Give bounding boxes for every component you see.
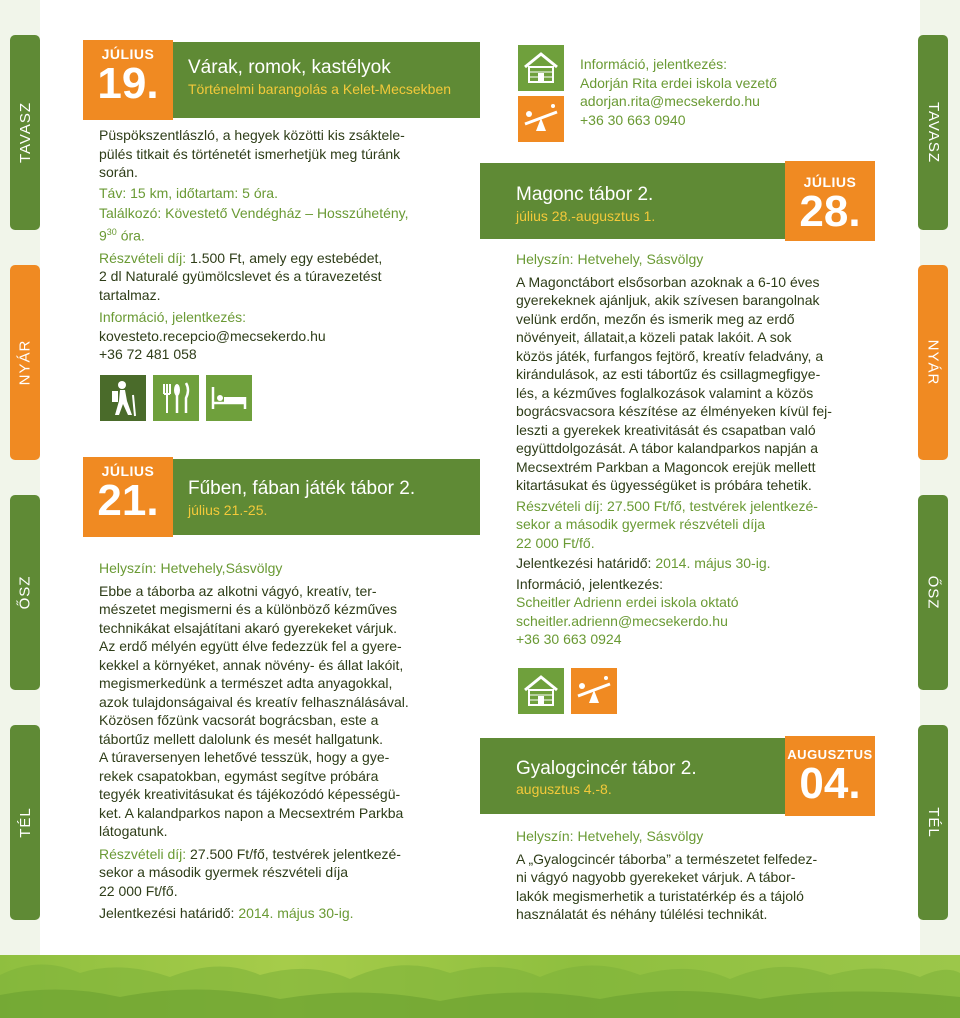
info-label: Információ, jelentkezés: xyxy=(580,56,728,72)
contact-phone: +36 72 481 058 xyxy=(99,346,197,363)
event-title: Magonc tábor 2. xyxy=(516,184,654,205)
season-tab-spring-right[interactable] xyxy=(918,35,948,230)
seesaw-icon xyxy=(571,668,617,714)
contact-block xyxy=(580,55,900,129)
season-label: TÉL xyxy=(924,807,942,838)
body-line: mészetet megismerni és a különböző kézműves xyxy=(99,601,398,617)
event-subtitle: július 28.-augusztus 1. xyxy=(516,208,656,224)
contact-email[interactable]: adorjan.rita@mecsekerdo.hu xyxy=(580,93,760,109)
meeting-time: 9 xyxy=(99,227,107,244)
meeting-time-minutes: 30 xyxy=(106,226,117,237)
fee-value: 27.500 Ft/fő, testvérek jelentkezé- xyxy=(607,497,818,514)
date-day: 19. xyxy=(97,59,159,108)
cabin-icon xyxy=(518,45,564,91)
fee-label: Részvételi díj: xyxy=(516,497,604,514)
contact-email[interactable]: scheitler.adrienn@mecsekerdo.hu xyxy=(516,612,728,629)
body-line: leszti a gyerekek kreativitását és csapatban való xyxy=(516,421,816,438)
meeting-value: Kövestető Vendégház – Hosszúhetény, xyxy=(165,205,409,221)
body-line: azok tulajdonságaival és kreatív felhasználásával. xyxy=(99,693,409,710)
body-line: technikákat elsajátítani akaró gyerekeket várjuk. xyxy=(99,619,398,636)
event-date-badge xyxy=(785,161,875,241)
body-line: kirándulások, az esti tábortűz és csillagmegfigye- xyxy=(516,366,821,382)
body-line: növényeit, állatait,a közeli patak lakóit. A sok xyxy=(516,329,792,345)
contact-phone: +36 30 663 0940 xyxy=(580,111,686,128)
body-line: tegyék kreativitásukat és tájékozódó képességü- xyxy=(99,786,401,802)
contact-name: Scheitler Adrienn erdei iskola oktató xyxy=(516,594,739,610)
event-details xyxy=(516,250,876,649)
body-line: során. xyxy=(99,164,138,180)
season-tab-winter-right[interactable] xyxy=(918,725,948,920)
date-month: JÚLIUS xyxy=(101,46,155,62)
fee-line: tartalmaz. xyxy=(99,286,161,303)
event-title: Fűben, fában játék tábor 2. xyxy=(188,478,416,499)
season-tab-autumn-right[interactable] xyxy=(918,495,948,690)
body-line: közös játék, furfangos fejtörő, kreatív feladvány, a xyxy=(516,347,824,364)
date-day: 04. xyxy=(799,759,861,808)
body-line: Püspökszentlászló, a hegyek közötti kis zsáktele- xyxy=(99,127,405,143)
body-line: ket. A kalandparkos napon a Mecsextrém Parkba xyxy=(99,804,404,821)
hiker-icon xyxy=(100,375,146,421)
event-date-badge xyxy=(83,457,173,537)
location-label: Helyszín: xyxy=(516,828,574,844)
fee-label: Részvételi díj: xyxy=(99,845,187,862)
date-day: 28. xyxy=(799,187,861,236)
season-tab-spring-left[interactable] xyxy=(10,35,40,230)
event-subtitle: augusztus 4.-8. xyxy=(516,781,612,797)
body-line: tábortűz mellett dalolunk és mesét hallgatunk. xyxy=(99,730,384,747)
body-line: bográcsvacsora készítése az élményeken kívül fej- xyxy=(516,403,832,419)
fee-value: 1.500 Ft, amely egy estebédet, xyxy=(190,249,383,266)
fee-value: 27.500 Ft/fő, testvérek jelentkezé- xyxy=(190,845,401,862)
fee-line: 22 000 Ft/fő. xyxy=(516,534,595,551)
event-title: Várak, romok, kastélyok xyxy=(188,57,391,78)
body-line: látogatunk. xyxy=(99,823,168,839)
season-tab-summer-left[interactable] xyxy=(10,265,40,460)
body-line: A túraversenyen lehetővé tesszük, hogy a gye- xyxy=(99,749,390,765)
body-line: lakók megismerhetik a turistatérkép és a tájoló xyxy=(516,887,804,904)
body-line: ni vágyó nagyobb gyerekeket várjuk. A tábor- xyxy=(516,869,796,885)
location-value: Hetvehely, Sásvölgy xyxy=(577,828,704,844)
bed-icon xyxy=(206,375,252,421)
season-tab-winter-left[interactable] xyxy=(10,725,40,920)
body-line: használatát és néhány túlélési technikát. xyxy=(516,906,768,922)
deadline-value: 2014. május 30-ig. xyxy=(655,555,771,571)
event-subtitle: Történelmi barangolás a Kelet-Mecsekben xyxy=(188,81,452,97)
body-line: lés, a kézműves foglalkozások valamint a közös xyxy=(516,384,814,401)
grass-footer xyxy=(0,955,960,1018)
body-line: megismerkedünk a természet adta anyagokkal, xyxy=(99,675,393,691)
body-line: kekkel a környéket, annak növény- és állat lakóit, xyxy=(99,656,404,673)
date-month: AUGUSZTUS xyxy=(787,747,873,762)
date-month: JÚLIUS xyxy=(803,174,857,190)
season-label: TAVASZ xyxy=(924,101,942,164)
event-date-badge xyxy=(785,736,875,816)
event-details xyxy=(516,827,876,924)
deadline-label: Jelentkezési határidő: xyxy=(99,905,235,921)
contact-email[interactable]: kovesteto.recepcio@mecsekerdo.hu xyxy=(99,327,326,344)
season-label: TAVASZ xyxy=(16,101,34,164)
body-line: A „Gyalogcincér táborba” a természetet felfedez- xyxy=(516,850,818,867)
contact-phone: +36 30 663 0924 xyxy=(516,631,622,647)
body-line: velünk erdőn, mezőn és ismerik meg az erdő xyxy=(516,310,795,327)
fee-line: sekor a második gyermek részvételi díja xyxy=(516,516,765,532)
body-line: kitartásukat és ügyességüket is próbára tehetik. xyxy=(516,477,812,493)
cutlery-icon xyxy=(153,375,199,421)
distance-line: Táv: 15 km, időtartam: 5 óra. xyxy=(99,184,278,201)
deadline-label: Jelentkezési határidő: xyxy=(516,555,652,571)
event-title: Gyalogcincér tábor 2. xyxy=(516,758,697,779)
meeting-label: Találkozó: xyxy=(99,205,162,221)
fee-line: sekor a második gyermek részvételi díja xyxy=(99,864,348,880)
date-day: 21. xyxy=(97,476,159,525)
location-label: Helyszín: xyxy=(99,560,157,576)
body-line: Közösen főzünk vacsorát bográcsban, este a xyxy=(99,712,379,728)
fee-label: Részvételi díj: xyxy=(99,249,187,266)
season-label: NYÁR xyxy=(16,339,34,386)
contact-name: Adorján Rita erdei iskola vezető xyxy=(580,74,777,91)
event-details xyxy=(99,559,474,923)
season-label: ŐSZ xyxy=(924,575,942,610)
body-line: pülés titkait és történetét ismerhetjük meg túránk xyxy=(99,145,401,162)
season-label: NYÁR xyxy=(924,339,942,386)
body-line: A Magonctábort elsősorban azoknak a 6-10 éves xyxy=(516,273,820,290)
date-month: JÚLIUS xyxy=(101,463,155,479)
season-label: TÉL xyxy=(16,807,34,838)
location-value: Hetvehely,Sásvölgy xyxy=(160,560,283,576)
event-date-badge xyxy=(83,40,173,120)
cabin-icon xyxy=(518,668,564,714)
event-details xyxy=(99,126,469,364)
body-line: Az erdő mélyén együtt élve fedezzük fel a gyere- xyxy=(99,638,402,654)
fee-line: 22 000 Ft/fő. xyxy=(99,882,178,899)
info-label: Információ, jelentkezés: xyxy=(99,309,247,326)
meeting-time-suffix: óra. xyxy=(116,227,145,244)
fee-line: 2 dl Naturalé gyümölcslevet és a túravezetést xyxy=(99,268,382,285)
season-tab-summer-right[interactable] xyxy=(918,265,948,460)
deadline-value: 2014. május 30-ig. xyxy=(238,905,354,921)
event-subtitle: július 21.-25. xyxy=(188,502,268,518)
location-label: Helyszín: xyxy=(516,251,574,267)
seesaw-icon xyxy=(518,96,564,142)
body-line: együttdolgozását. A tábor kalandparkos napján a xyxy=(516,440,818,456)
body-line: rekek csapatokban, egymást segítve próbára xyxy=(99,767,379,784)
info-label: Információ, jelentkezés: xyxy=(516,575,664,592)
body-line: gyerekeknek ajánljuk, akik szívesen barangolnak xyxy=(516,292,820,308)
body-line: Ebbe a táborba az alkotni vágyó, kreatív, ter- xyxy=(99,582,377,599)
season-tab-autumn-left[interactable] xyxy=(10,495,40,690)
location-value: Hetvehely, Sásvölgy xyxy=(577,251,704,267)
season-label: ŐSZ xyxy=(16,575,34,610)
body-line: Mecsextrém Parkban a Magoncok erejük mellett xyxy=(516,458,816,475)
